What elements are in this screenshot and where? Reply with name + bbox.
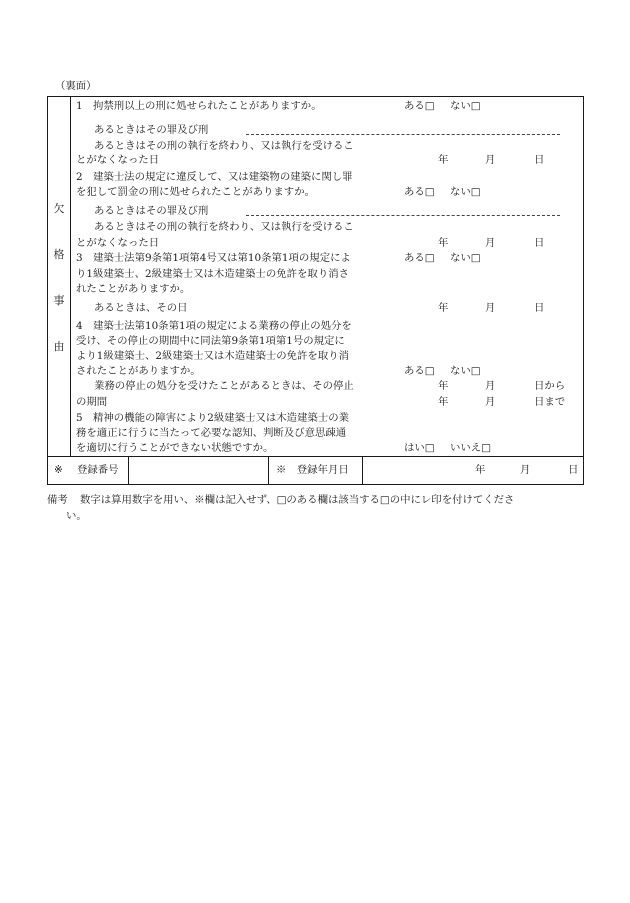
q3-year: 年 xyxy=(438,302,449,314)
q4-text-1: 4 建築士法第10条第1項の規定による業務の停止の処分を xyxy=(76,320,352,332)
table-left-border xyxy=(47,96,48,485)
q3-yes-checkbox[interactable]: ある□ xyxy=(404,252,435,264)
q4-from-day: 日から xyxy=(534,380,566,392)
q1-text: 1 拘禁刑以上の刑に処せられたことがありますか。 xyxy=(76,100,322,112)
q5-yes-checkbox[interactable]: はい□ xyxy=(404,442,435,454)
side-label-divider xyxy=(70,96,71,457)
side-label-char-3: 事 xyxy=(53,294,65,307)
side-label-char-2: 格 xyxy=(53,248,65,261)
q1-year: 年 xyxy=(438,154,449,166)
reg-number-divider xyxy=(128,456,129,485)
q5-text-1: 5 精神の機能の障害により2級建築士又は木造建築士の業 xyxy=(76,412,349,424)
back-side-label: （裏面） xyxy=(55,80,97,92)
registration-year: 年 xyxy=(475,464,486,476)
q2-day: 日 xyxy=(534,237,545,249)
q4-from-month: 月 xyxy=(485,380,496,392)
registration-day: 日 xyxy=(568,464,579,476)
q5-text-3: を適切に行うことができない状態ですか。 xyxy=(76,442,274,454)
q4-period-text-2: の期間 xyxy=(76,396,108,408)
q1-end-text-1: あるときはその刑の執行を終わり、又は執行を受けるこ xyxy=(94,140,354,152)
registration-month: 月 xyxy=(520,464,531,476)
table-right-border xyxy=(583,96,584,485)
q2-crime-label: あるときはその罪及び刑 xyxy=(94,205,209,217)
q1-crime-input-line[interactable] xyxy=(246,134,560,135)
q4-text-3: より1級建築士、2級建築士又は木造建築士の免許を取り消 xyxy=(76,350,349,362)
q4-from-year: 年 xyxy=(438,380,449,392)
q2-month: 月 xyxy=(485,237,496,249)
side-label-char-1: 欠 xyxy=(53,202,65,215)
registration-number-label: 登録番号 xyxy=(77,464,119,476)
q1-crime-label: あるときはその罪及び刑 xyxy=(94,124,209,136)
q1-end-text-2: とがなくなった日 xyxy=(76,154,160,166)
q1-no-checkbox[interactable]: ない□ xyxy=(450,100,481,112)
q3-text-1: 3 建築士法第9条第1項第4号又は第10条第1項の規定によ xyxy=(76,252,351,264)
q4-text-4: されたことがありますか。 xyxy=(76,365,201,377)
q3-date-label: あるときは、その日 xyxy=(94,302,188,314)
q4-to-month: 月 xyxy=(485,396,496,408)
q2-end-text-2: とがなくなった日 xyxy=(76,237,160,249)
q3-day: 日 xyxy=(534,302,545,314)
q3-text-3: れたことがありますか。 xyxy=(76,283,191,295)
q4-to-day: 日まで xyxy=(534,396,566,408)
q1-yes-checkbox[interactable]: ある□ xyxy=(404,100,435,112)
side-label-char-4: 由 xyxy=(53,340,65,353)
q4-to-year: 年 xyxy=(438,396,449,408)
q4-period-text-1: 業務の停止の処分を受けたことがあるときは、その停止 xyxy=(94,380,354,392)
q4-text-2: 受け、その停止の期間中に同法第9条第1項第1号の規定に xyxy=(76,335,345,347)
q1-day: 日 xyxy=(534,154,545,166)
q5-text-2: 務を適正に行うに当たって必要な認知、判断及び意思疎通 xyxy=(76,427,347,439)
q2-text-2: を犯して罰金の刑に処せられたことがありますか。 xyxy=(76,186,315,198)
table-top-border xyxy=(47,96,584,97)
q4-no-checkbox[interactable]: ない□ xyxy=(450,365,481,377)
q2-end-text-1: あるときはその刑の執行を終わり、又は執行を受けるこ xyxy=(94,221,354,233)
q2-text-1: 2 建築士法の規定に違反して、又は建築物の建築に関し罪 xyxy=(76,171,353,183)
reg-date-divider xyxy=(362,456,363,485)
q3-no-checkbox[interactable]: ない□ xyxy=(450,252,481,264)
reg-value-divider xyxy=(268,456,269,485)
q2-no-checkbox[interactable]: ない□ xyxy=(450,186,481,198)
q2-yes-checkbox[interactable]: ある□ xyxy=(404,186,435,198)
q5-no-checkbox[interactable]: いいえ□ xyxy=(450,442,491,454)
q1-month: 月 xyxy=(485,154,496,166)
registration-mark: ※ xyxy=(54,464,63,476)
q4-yes-checkbox[interactable]: ある□ xyxy=(404,365,435,377)
q2-year: 年 xyxy=(438,237,449,249)
remarks-text-1: 数字は算用数字を用い、※欄は記入せず、□のある欄は該当する□の中にレ印を付けてくださ xyxy=(80,494,515,506)
registration-date-label: ※ 登録年月日 xyxy=(276,464,349,476)
q3-month: 月 xyxy=(485,302,496,314)
q3-text-2: り1級建築士、2級建築士又は木造建築士の免許を取り消さ xyxy=(76,268,349,280)
remarks-label: 備考 xyxy=(47,494,68,506)
remarks-text-2: い。 xyxy=(66,510,87,522)
q2-crime-input-line[interactable] xyxy=(246,215,560,216)
